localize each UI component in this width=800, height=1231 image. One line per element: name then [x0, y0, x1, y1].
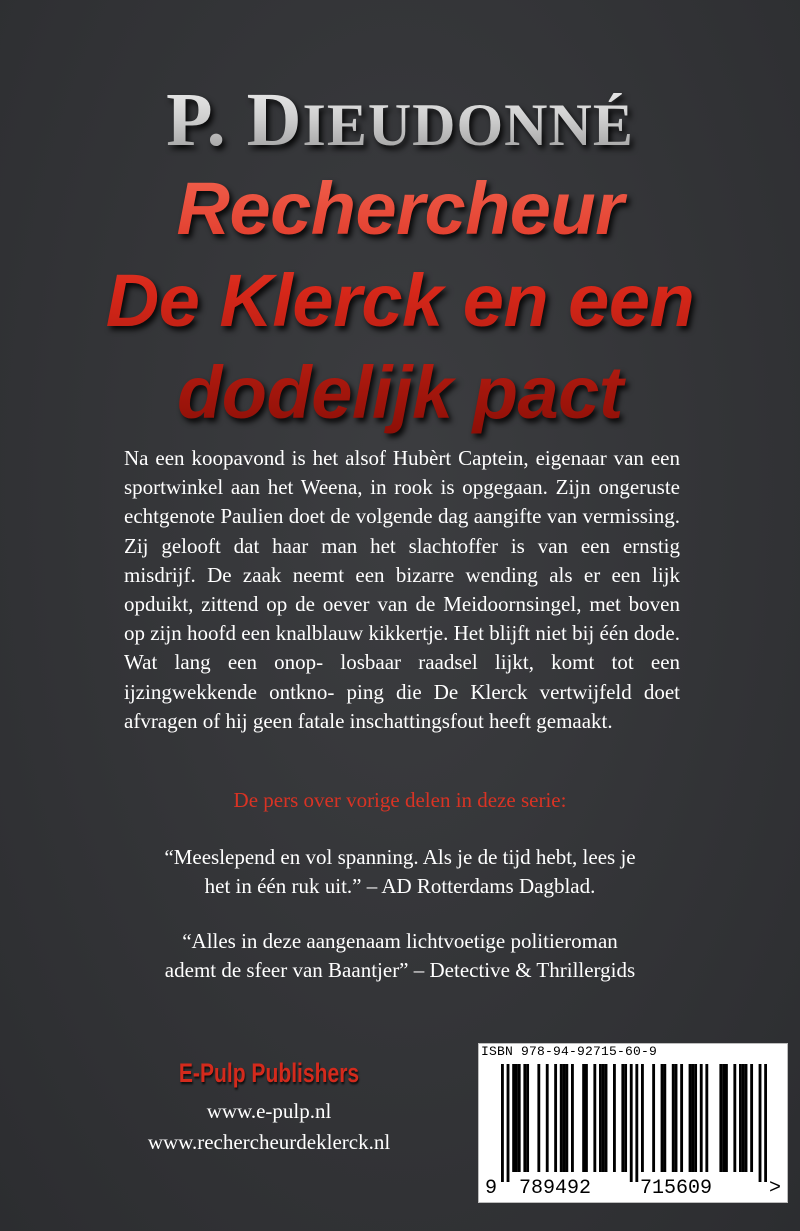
barcode-bar	[602, 1064, 605, 1172]
barcode-bar	[745, 1064, 748, 1172]
blurb-line: van een ernstig misdrijf. De zaak neemt een bizarre	[124, 533, 680, 587]
barcode-bar	[501, 1064, 504, 1182]
publisher-url: www.e-pulp.nl	[206, 1099, 332, 1123]
barcode-bar	[700, 1064, 703, 1172]
barcode-bar	[546, 1064, 549, 1172]
blurb-line: fatale inschattingsfout heeft gemaakt.	[297, 708, 613, 733]
barcode-bar	[518, 1064, 521, 1172]
quote-line: “Meeslepend en vol spanning. Als je de tijd hebt, lees je	[164, 845, 636, 869]
barcode-bar	[507, 1064, 510, 1182]
barcode-bar	[560, 1064, 563, 1172]
barcode-bar	[764, 1064, 767, 1182]
book-title	[0, 163, 800, 439]
barcode-bar	[571, 1064, 574, 1172]
barcode-bar	[537, 1064, 540, 1172]
barcode-bars	[501, 1064, 767, 1182]
isbn-barcode	[478, 1043, 788, 1203]
quote-line: het in één ruk uit.” – AD Rotterdams Dagblad.	[204, 874, 596, 898]
barcode-digits	[479, 1177, 789, 1201]
barcode-digits-right: 715609	[640, 1177, 713, 1200]
barcode-bar	[722, 1064, 725, 1172]
barcode-bar	[672, 1064, 675, 1172]
barcode-digit-first: 9	[485, 1177, 498, 1200]
barcode-bar	[526, 1064, 529, 1172]
publisher-name: E-Pulp Publishers	[178, 1058, 360, 1088]
press-heading: De pers over vorige delen in deze serie:	[233, 788, 567, 812]
quote-line: “Alles in deze aangenaam lichtvoetige politieroman	[182, 929, 618, 953]
barcode-arrow: >	[769, 1177, 782, 1200]
blurb-line: ongeruste echtgenote Paulien doet de volgende dag aangifte	[124, 475, 681, 529]
press-quote	[0, 927, 800, 985]
author-initial: P.	[166, 78, 227, 162]
blurb-line: kikkertje. Het blijft niet bij één dode. Wat lang een onop-	[124, 621, 680, 675]
barcode-bar	[554, 1064, 557, 1172]
barcode-bar	[759, 1064, 762, 1182]
barcode-bar	[680, 1064, 683, 1172]
barcode-bar	[582, 1064, 585, 1172]
barcode-bar	[635, 1064, 638, 1182]
barcode-bar	[691, 1064, 694, 1172]
barcode-bar	[599, 1064, 602, 1172]
blurb-text	[124, 444, 680, 736]
isbn-label: ISBN 978-94-92715-60-9	[481, 1044, 658, 1059]
barcode-bar	[689, 1064, 692, 1172]
title-line: Rechercheur	[176, 167, 624, 250]
barcode-bar	[630, 1064, 633, 1182]
barcode-bar	[733, 1064, 736, 1172]
quote-line: ademt de sfeer van Baantjer” – Detective & Thrillergids	[164, 958, 636, 982]
barcode-bar	[585, 1064, 588, 1172]
barcode-bar	[641, 1064, 644, 1172]
barcode-bar	[663, 1064, 666, 1172]
blurb-line: ping die De Klerck vertwijfeld doet afvragen of hij geen	[124, 679, 681, 733]
barcode-bar	[705, 1064, 708, 1172]
author-name	[0, 78, 800, 167]
barcode-bar	[675, 1064, 678, 1172]
barcode-bar	[613, 1064, 616, 1172]
blurb-line: wending als er een lijk opduikt, zittend op de oever van de	[124, 562, 681, 617]
title-line: De Klerck en een	[105, 259, 695, 342]
barcode-bar	[605, 1064, 608, 1172]
author-name-first-letter: D	[246, 78, 303, 162]
series-url: www.rechercheurdeklerck.nl	[147, 1130, 391, 1154]
barcode-digits-left: 789492	[519, 1177, 592, 1200]
barcode-bar	[739, 1064, 742, 1172]
blurb-line: een sportwinkel aan het Weena, in rook is opgegaan. Zijn	[124, 446, 681, 500]
press-quote	[0, 843, 800, 901]
author-name-rest: IEUDONNÉ	[302, 92, 634, 158]
barcode-bar	[565, 1064, 568, 1172]
barcode-bar	[621, 1064, 624, 1172]
barcode-bar	[694, 1064, 697, 1172]
barcode-bar	[563, 1064, 566, 1172]
blurb-line: Meidoornsingel, met boven op zijn hoofd een knalblauw	[124, 592, 681, 646]
blurb-line: losbaar raadsel lijkt, komt tot een ijzingwekkende ontkno-	[124, 650, 681, 704]
barcode-bar	[742, 1064, 745, 1172]
barcode-bar	[624, 1064, 627, 1172]
barcode-bar	[523, 1064, 526, 1172]
barcode-bar	[750, 1064, 753, 1172]
barcode-bar	[719, 1064, 722, 1172]
blurb-line: Na een koopavond is het alsof Hubèrt Captein, eigenaar van	[124, 446, 644, 470]
title-line: dodelijk pact	[177, 351, 623, 434]
barcode-bar	[515, 1064, 518, 1172]
barcode-bar	[725, 1064, 728, 1172]
barcode-bar	[593, 1064, 596, 1172]
barcode-bar	[661, 1064, 664, 1172]
barcode-bar	[512, 1064, 515, 1172]
blurb-line: van vermissing. Zij gelooft dat haar man het slachtoffer is	[124, 504, 681, 558]
barcode-bar	[652, 1064, 655, 1172]
